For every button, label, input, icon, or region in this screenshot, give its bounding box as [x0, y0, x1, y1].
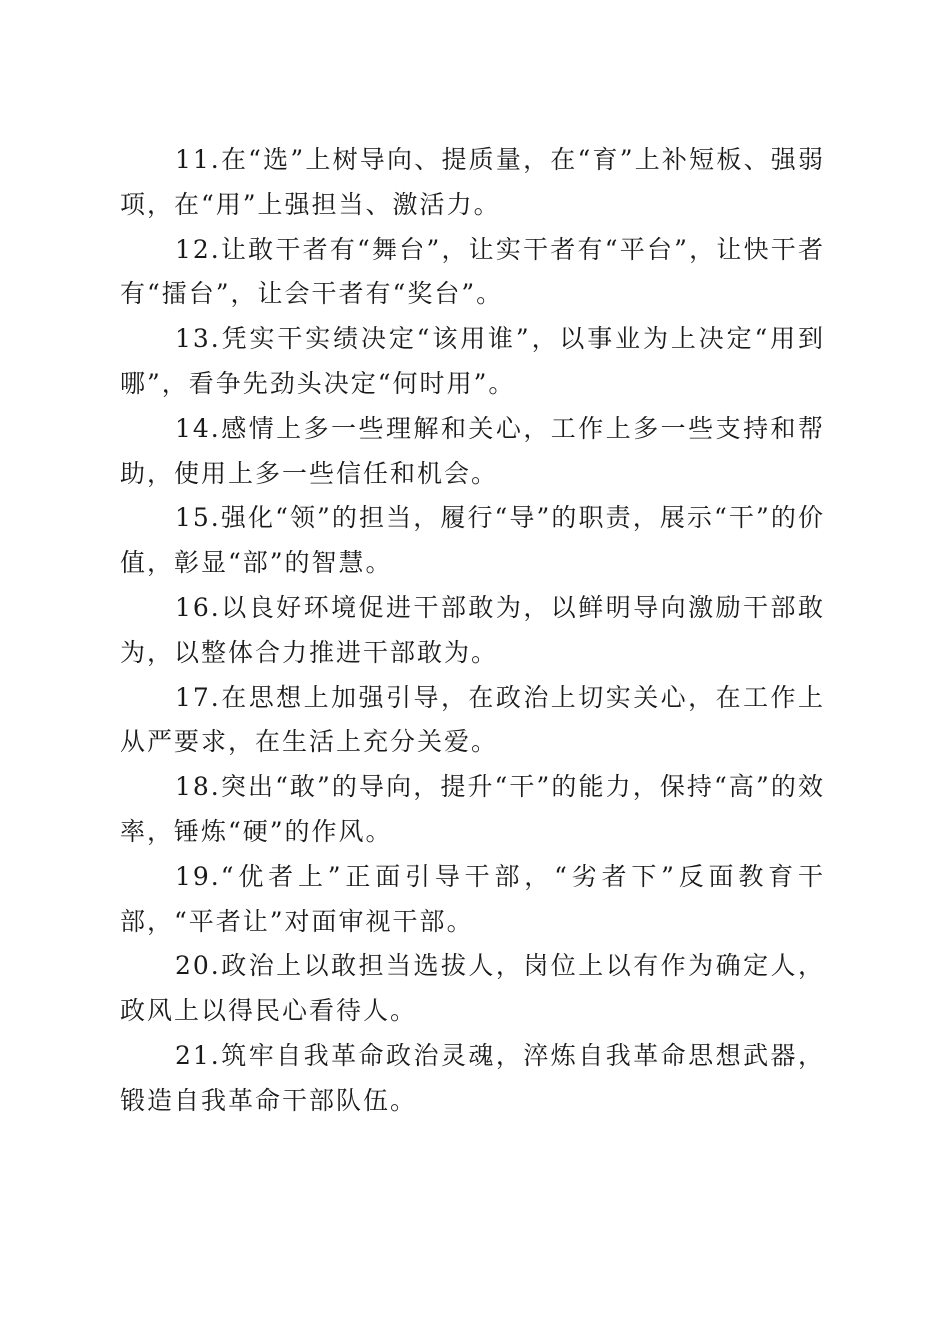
paragraph-20: 20.政治上以敢担当选拔人，岗位上以有作为确定人，政风上以得民心看待人。 [120, 951, 825, 1026]
paragraph-15: 15.强化“领”的担当，履行“导”的职责，展示“干”的价值，彰显“部”的智慧。 [120, 503, 825, 578]
paragraph-18: 18.突出“敢”的导向，提升“干”的能力，保持“高”的效率，锤炼“硬”的作风。 [120, 772, 825, 846]
paragraph-11: 11.在“选”上树导向、提质量，在“育”上补短板、强弱项，在“用”上强担当、激活力。 [120, 145, 825, 219]
paragraph-14: 14.感情上多一些理解和关心，工作上多一些支持和帮助，使用上多一些信任和机会。 [120, 413, 825, 488]
paragraph-12: 12.让敢干者有“舞台”，让实干者有“平台”，让快干者有“擂台”，让会干者有“奖台”。 [120, 234, 825, 309]
paragraph-19: 19.“优者上”正面引导干部，“劣者下”反面教育干部，“平者让”对面审视干部。 [120, 861, 825, 936]
paragraph-17: 17.在思想上加强引导，在政治上切实关心，在工作上从严要求，在生活上充分关爱。 [120, 682, 825, 757]
paragraph-21: 21.筑牢自我革命政治灵魂，淬炼自我革命思想武器，锻造自我革命干部队伍。 [120, 1040, 825, 1115]
paragraph-16: 16.以良好环境促进干部敢为，以鲜明导向激励干部敢为，以整体合力推进干部敢为。 [120, 592, 825, 667]
paragraph-13: 13.凭实干实绩决定“该用谁”，以事业为上决定“用到哪”，看争先劲头决定“何时用”。 [120, 324, 825, 398]
document-body [120, 138, 825, 1124]
